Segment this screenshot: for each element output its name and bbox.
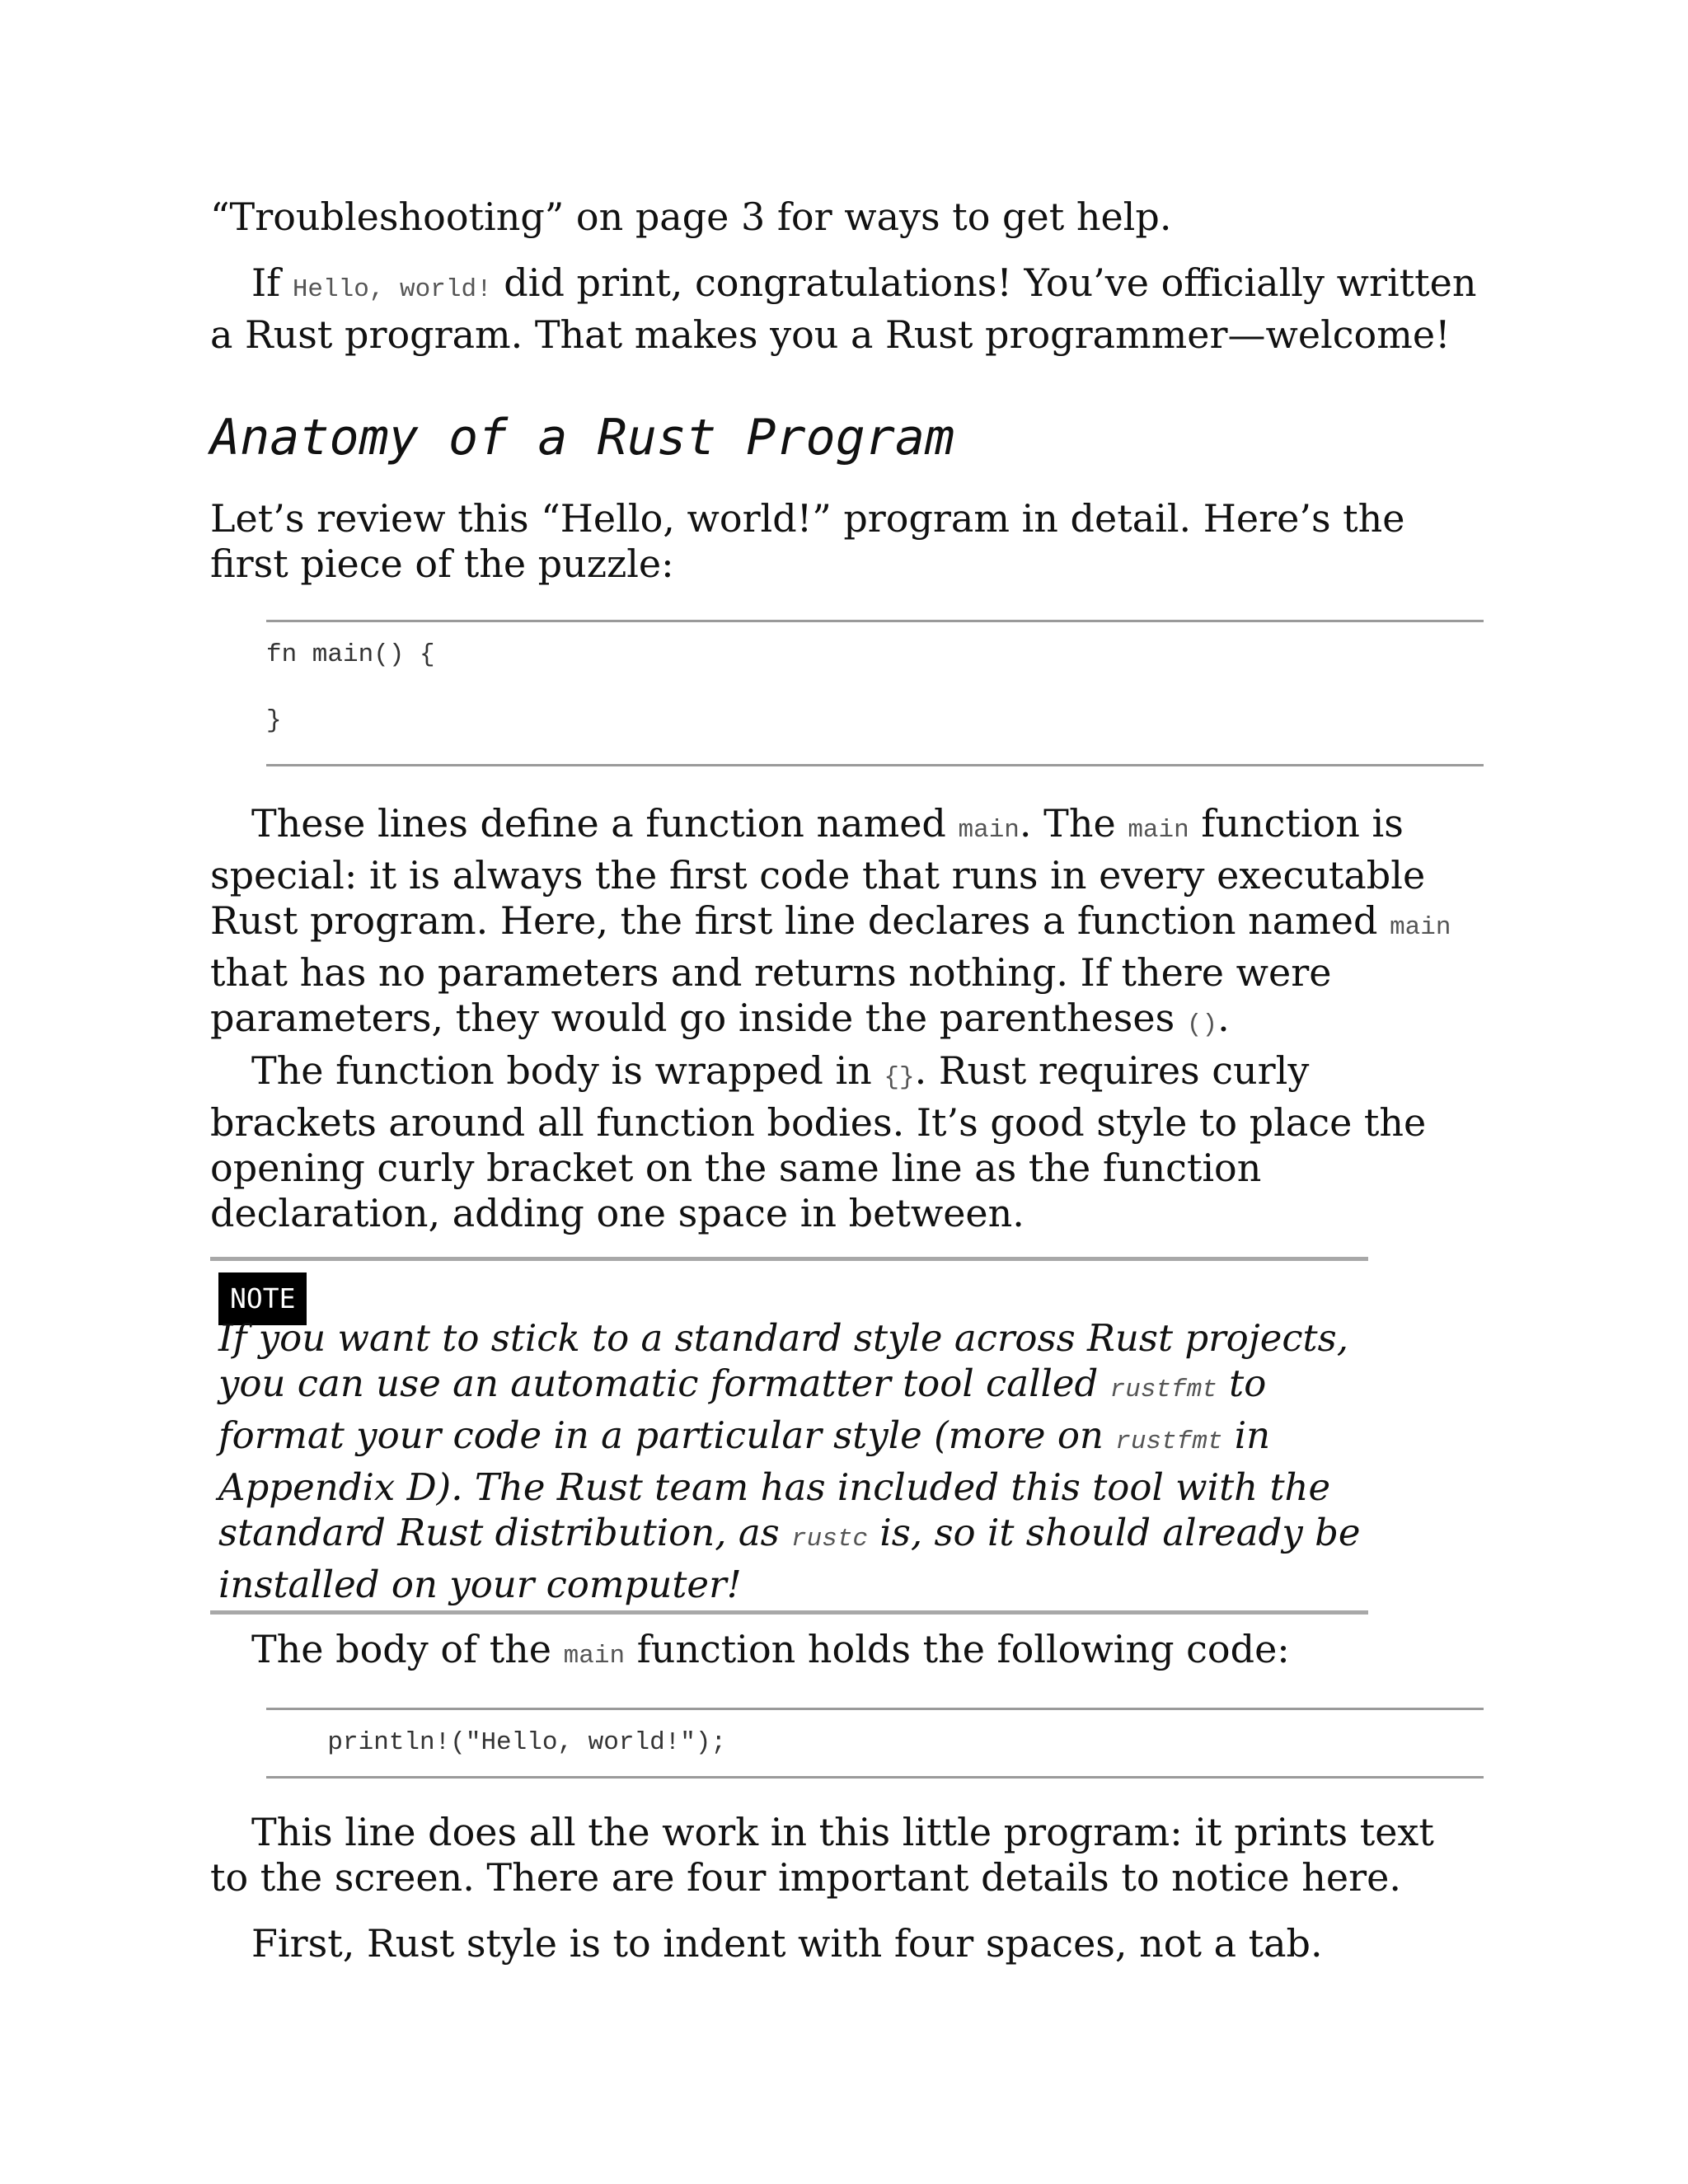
text-segment: is, so it should already be installed on your computer! [218,1511,1361,1606]
inline-code-rustfmt: rustfmt [1115,1427,1223,1456]
inline-code-main: main [1128,816,1189,845]
text-segment: to format your code in a particular style (more on [218,1361,1267,1457]
paragraph-function-body [210,1048,1484,1236]
text-segment: . The [1019,801,1128,846]
text-segment: function holds the following code: [625,1627,1290,1671]
inline-code-parentheses: () [1186,1010,1218,1039]
note-text [218,1315,1368,1607]
paragraph-review: Let’s review this “Hello, world!” program in detail. Here’s the first piece of the puzzle: [210,496,1405,586]
paragraph-troubleshooting: “Troubleshooting” on page 3 for ways to get help. [210,194,1172,239]
text-segment: in Appendix D). The Rust team has included this tool with the standard Rust distribution, as [218,1413,1331,1554]
paragraph-main-function [210,801,1484,1047]
inline-code-main: main [1390,913,1451,942]
text-segment: function is special: it is always the first code that runs in every executable Rust program. Here, the first line declares a function named [210,801,1426,943]
text-segment: These lines define a function named [251,801,959,846]
inline-code-main: main [563,1642,626,1671]
section-heading: Anatomy of a Rust Program [210,409,955,466]
code-text: println!("Hello, world!"); [266,1728,727,1757]
paragraph-first-detail: First, Rust style is to indent with four spaces, not a tab. [251,1921,1323,1966]
inline-code-rustfmt: rustfmt [1109,1376,1217,1404]
inline-code-hello-world: Hello, world! [292,275,492,304]
code-block-main-fn [266,620,1484,766]
text-segment: The body of the [251,1627,564,1671]
text-segment: did print, congratulations! You’ve officially written a Rust program. That makes you a Rust programmer—welcome! [210,260,1477,357]
paragraph-body-of-main [210,1627,1484,1679]
inline-code-main: main [958,816,1020,845]
paragraph-congratulations [210,260,1484,358]
text-segment: that has no parameters and returns nothing. If there were parameters, they would go inside the parentheses [210,950,1332,1040]
inline-code-braces: {} [884,1063,915,1092]
text-segment: If you want to stick to a standard style across Rust projects, you can use an automatic formatter tool called [218,1316,1349,1405]
paragraph-this-line: This line does all the work in this little program: it prints text to the screen. There are four important details to notice here. [210,1810,1434,1900]
inline-code-rustc: rustc [791,1525,869,1554]
text-segment: If [251,260,293,305]
text-segment: . Rust requires curly brackets around all function bodies. It’s good style to place the opening curly bracket on the same line as the function declaration, adding one space in between. [210,1048,1427,1235]
note-box [210,1257,1368,1615]
code-block-println [266,1708,1484,1779]
code-text: fn main() { } [266,640,435,735]
text-segment: The function body is wrapped in [251,1048,884,1093]
text-segment: . [1217,996,1230,1040]
note-label: NOTE [218,1272,307,1325]
